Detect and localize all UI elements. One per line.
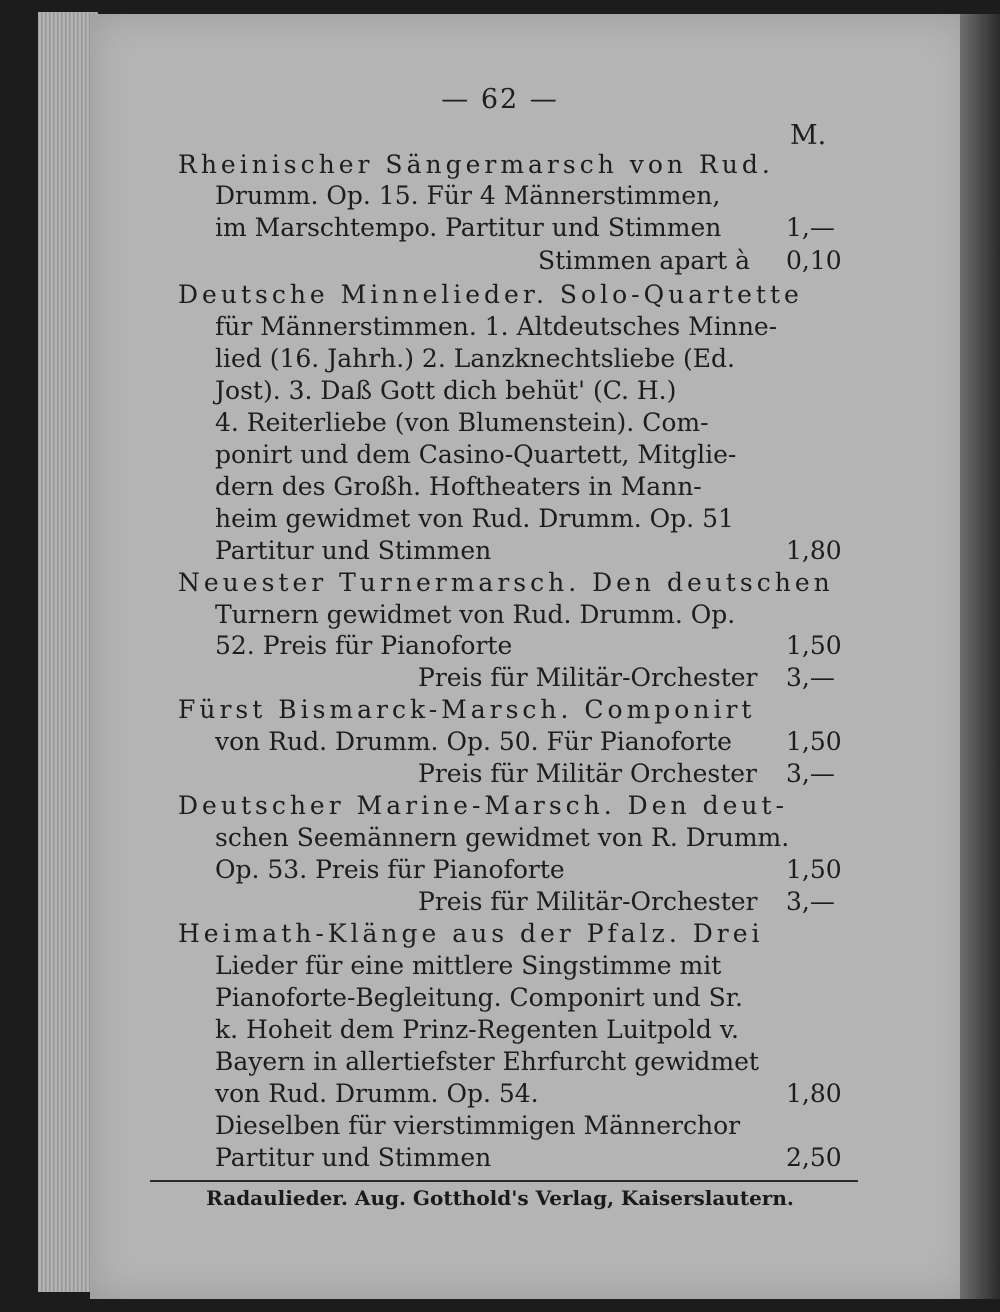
text-line: Drumm. Op. 15. Für 4 Männerstimmen,: [215, 181, 721, 210]
currency-column-header: M.: [790, 120, 827, 151]
price: 3,—: [786, 887, 835, 916]
text-line: von Rud. Drumm. Op. 54.: [215, 1079, 539, 1108]
price: 1,50: [786, 855, 842, 884]
text-line: Op. 53. Preis für Pianoforte: [215, 855, 565, 884]
price: 1,80: [786, 1079, 842, 1108]
text-line: ponirt und dem Casino-Quartett, Mitglie-: [215, 440, 737, 469]
price: 2,50: [786, 1143, 842, 1172]
entry-title-line: Deutscher Marine-Marsch. Den deut-: [178, 791, 788, 820]
text-line: Partitur und Stimmen: [215, 1143, 492, 1172]
price: 3,—: [786, 663, 835, 692]
text-line: dern des Großh. Hoftheaters in Mann-: [215, 472, 702, 501]
price: 3,—: [786, 759, 835, 788]
text-line: 4. Reiterliebe (von Blumenstein). Com-: [215, 408, 709, 437]
price: 1,50: [786, 727, 842, 756]
text-line: 52. Preis für Pianoforte: [215, 631, 513, 660]
text-line: Lieder für eine mittlere Singstimme mit: [215, 951, 722, 980]
text-line: Jost). 3. Daß Gott dich behüt' (C. H.): [215, 376, 677, 405]
text-line: Preis für Militär Orchester: [418, 759, 757, 788]
entry-title-line: Rheinischer Sängermarsch von Rud.: [178, 150, 774, 179]
price: 1,—: [786, 213, 835, 242]
entry-title-line: Neuester Turnermarsch. Den deutschen: [178, 568, 834, 597]
text-line: k. Hoheit dem Prinz-Regenten Luitpold v.: [215, 1015, 739, 1044]
text-line: Turnern gewidmet von Rud. Drumm. Op.: [215, 600, 736, 629]
entry-title-line: Heimath-Klänge aus der Pfalz. Drei: [178, 919, 764, 948]
text-line: im Marschtempo. Partitur und Stimmen: [215, 213, 722, 242]
footer-rule: [150, 1180, 858, 1182]
text-line: Bayern in allertiefster Ehrfurcht gewidmet: [215, 1047, 759, 1076]
text-line: lied (16. Jahrh.) 2. Lanzknechtsliebe (Ed.: [215, 344, 736, 373]
text-line: schen Seemännern gewidmet von R. Drumm.: [215, 823, 790, 852]
page-gutter-shadow: [960, 14, 1000, 1299]
text-line: Dieselben für vierstimmigen Männerchor: [215, 1111, 741, 1140]
text-line: Stimmen apart à: [538, 246, 751, 275]
entry-title-line: Fürst Bismarck-Marsch. Componirt: [178, 695, 756, 724]
publisher-footer: Radaulieder. Aug. Gotthold's Verlag, Kaiserslautern.: [206, 1186, 794, 1210]
price: 1,50: [786, 631, 842, 660]
text-line: für Männerstimmen. 1. Altdeutsches Minne-: [215, 312, 778, 341]
entry-title-line: Deutsche Minnelieder. Solo-Quartette: [178, 280, 803, 309]
text-line: von Rud. Drumm. Op. 50. Für Pianoforte: [215, 727, 732, 756]
book-page-edges: [38, 12, 98, 1292]
text-line: heim gewidmet von Rud. Drumm. Op. 51: [215, 504, 734, 533]
price: 0,10: [786, 246, 842, 275]
text-line: Partitur und Stimmen: [215, 536, 492, 565]
text-line: Pianoforte-Begleitung. Componirt und Sr.: [215, 983, 743, 1012]
text-line: Preis für Militär-Orchester: [418, 887, 758, 916]
price: 1,80: [786, 536, 842, 565]
text-line: Preis für Militär-Orchester: [418, 663, 758, 692]
page-number: — 62 —: [441, 84, 559, 115]
